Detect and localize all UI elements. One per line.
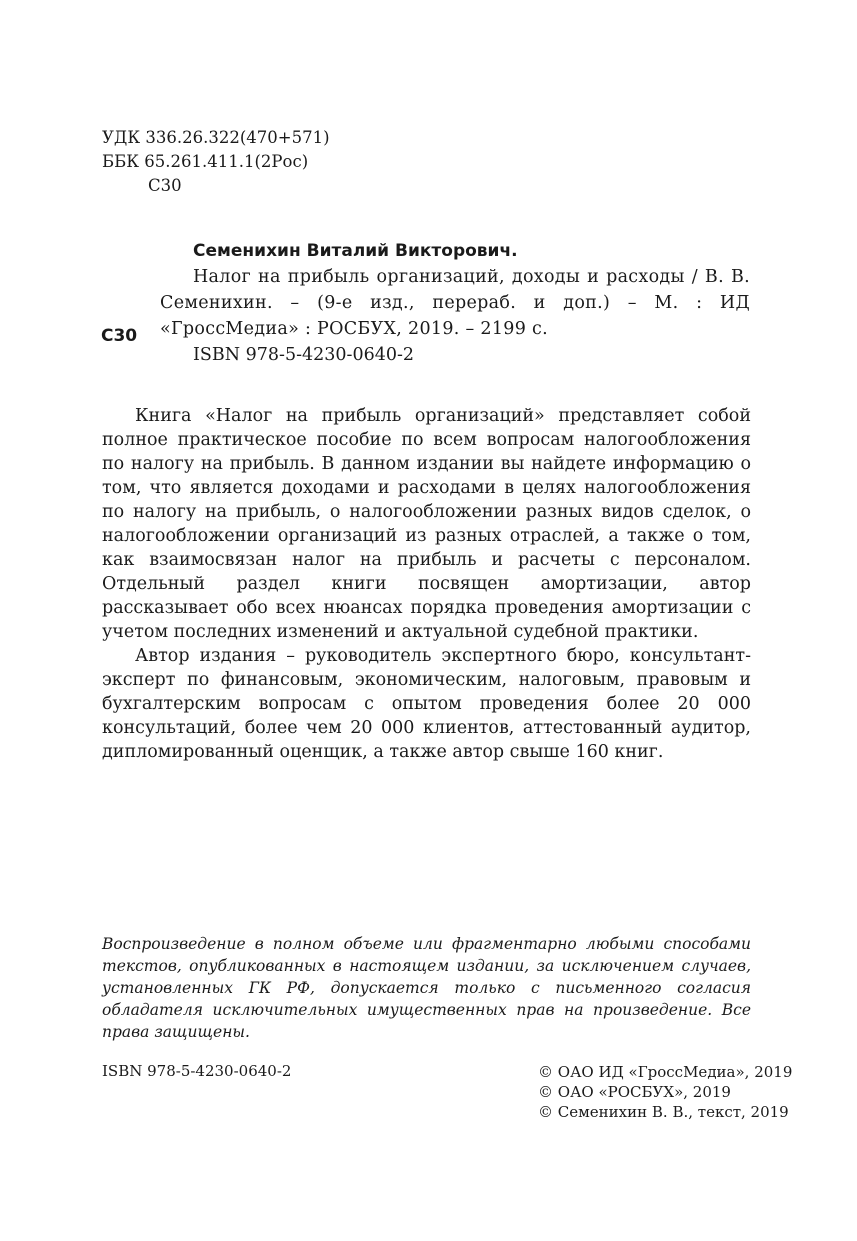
cutter-side-mark: С30	[101, 326, 138, 346]
annotation	[102, 404, 751, 764]
annotation-paragraph: Книга «Налог на прибыль организаций» представляет собой полное практическое пособие по всем вопросам налогообложения по налогу на прибыль. В данном издании вы найдете информацию о том, что является доходами и расходами в целях налогообложения по налогу на прибыль, о налогообложении разных видов сделок, о налогообложении организаций из разных отраслей, а также о том, как взаимосвязан налог на прибыль и расчеты с персоналом. Отдельный раздел книги посвящен амортизации, автор рассказывает обо всех нюансах порядка проведения амортизации с учетом последних изменений и актуальной судебной практики.	[102, 406, 751, 642]
footer-isbn: ISBN 978-5-4230-0640-2	[102, 1062, 292, 1080]
rights-notice: Воспроизведение в полном объеме или фрагментарно любыми способами текстов, опубликованных в настоящем издании, за исключением случаев, установленных ГК РФ, допускается только с письменного согласия обладателя исключительных имущественных прав на произведение. Все права защищены.	[102, 935, 751, 1041]
copyright-line: © ОАО ИД «ГроссМедиа», 2019	[538, 1063, 793, 1081]
bibliographic-description: Налог на прибыль организаций, доходы и расходы / В. В. Семенихин. – (9-е изд., перераб. и доп.) – М. : ИД «ГроссМедиа» : РОСБУХ, 2019. – 2199 с.	[160, 267, 750, 339]
annotation-paragraph: Автор издания – руководитель экспертного бюро, консультант-эксперт по финансовым, экономическим, налоговым, правовым и бухгалтерским вопросам с опытом проведения более 20 000 консультаций, более чем 20 000 клиентов, аттестованный аудитор, дипломированный оценщик, а также автор свыше 160 книг.	[102, 646, 751, 762]
copyright-line: © Семенихин В. В., текст, 2019	[538, 1103, 789, 1121]
udk-code: УДК 336.26.322(470+571)	[102, 128, 330, 147]
bbk-code: ББК 65.261.411.1(2Рос)	[102, 152, 309, 171]
bibliographic-record	[160, 238, 750, 368]
record-isbn: ISBN 978-5-4230-0640-2	[193, 345, 415, 365]
author-name: Семенихин Виталий Викторович.	[193, 241, 518, 261]
copyright-list	[538, 1062, 792, 1122]
classification-codes	[102, 126, 330, 198]
cutter-code: С30	[148, 176, 182, 195]
copyright-line: © ОАО «РОСБУХ», 2019	[538, 1083, 731, 1101]
